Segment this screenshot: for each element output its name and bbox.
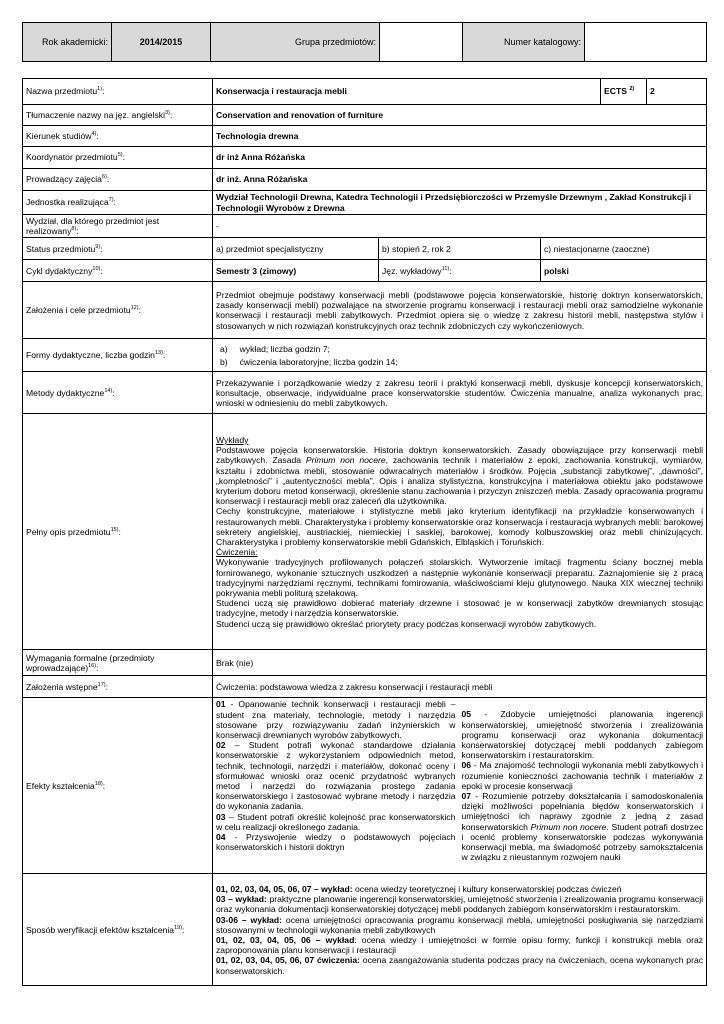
outcome-02: 02 – Student potrafi wykonać standardowe działania konserwatorskie z wykorzystaniem odpowiednich metod, technik, technologii, narzędzi i materiałów, dokonać oceny i sformułować wnioski oraz ocenić przydatność wybranych metod i narzędzi do rozwiązania prostego zadania konserwatorskiego i zastosować wybrane metody i narzędzia do wykonania zadania.	[216, 740, 456, 812]
outcome-03: 03 – Student potrafi określić kolejność prac konserwatorskich w celu realizacji określonego zadania.	[216, 811, 456, 832]
cycle-value: Semestr 3 (zimowy)	[213, 260, 379, 282]
ects-label: ECTS $^{2)}$	[601, 79, 647, 105]
faculty-value: -	[213, 215, 707, 238]
course-name-label: Nazwa przedmiotu$^{1)}$:	[23, 79, 213, 105]
language-value: polski	[541, 260, 707, 282]
catalog-number-label: Numer katalogowy:	[463, 23, 585, 62]
exercises-paragraph-2: Studenci uczą się prawidłowo dobierać materiały drzewne i stosować je w konserwacji zabytków drewnianych stosując tradycyjne, metody i narzędzia konserwatorskie.	[216, 598, 704, 619]
full-description-text	[213, 414, 707, 650]
outcome-04: 04 - Przyswojenie wiedzy o podstawowych pojęciach konserwatorskich i historii doktryn	[216, 832, 456, 853]
lectures-paragraph-1: Podstawowe pojęcia konserwatorskie. Historia doktryn konserwatorskich. Zasady obowiązujące przy konserwacji mebli zabytkowych. Zasada Primum non nocere, zachowania technik i materiałów z epoki, zachowania konstrukcji, wymiarów, kształtu i zdobnictwa mebli, stosowanie odwracalnych materiałów i środków. Pojęcia „substancji zabytkowej”, „dawności”, „kompletności” i „autentyczności mebla”. Opis i analiza stylistyczna, konstrukcyjna i materiałowa obiektu jako podstawowe kryterium doboru metod konserwacji, określenie stanu zachowania i przyczyn zniszczeń mebla. Zasady opracowania programu konserwacji i restauracji mebli oraz zaleceń dla użytkownika.	[216, 445, 704, 507]
verification-item-3: 03-06 – wykład: ocena umiejętności opracowania programu konserwacji mebla, umiejętności posługiwania się narzędziami stosowanymi w technologii wykonania mebli zabytkowych	[216, 914, 704, 935]
methods-label: Metody dydaktyczne$^{14)}$:	[23, 372, 213, 414]
lectures-heading: Wykłady	[216, 434, 249, 445]
methods-text: Przekazywanie i porządkowanie wiedzy z zakresu teorii i praktyki konserwacji mebli, dyskusje koncepcji konserwatorskich, konsultacje, obserwacje, indywidualne prace konserwatorskie studentów. Ćwiczenia manualne, analiza wykonanych prac, wnioski w odniesieniu do mebli zabytkowych.	[213, 372, 707, 414]
exercises-heading: Ćwiczenia:	[216, 547, 258, 558]
outcome-05: 05 - Zdobycie umiejętności planowania ingerencji konserwatorskiej, umiejętność stworzenia i zrealizowania programu konserwacji oraz wykonania dokumentacji konserwatorskiej dotyczącej mebli poddanych zabiegom konserwatorskim i restauratorskim.	[461, 709, 704, 761]
unit-label: Jednostka realizująca$^{7)}$:	[23, 191, 213, 215]
outcome-07: 07 - Rozumienie potrzeby dokształcania i samodoskonalenia dzięki możliwości popełniania błędów konserwatorskich i umiejętności ich naprawy zgodnie z jedną z zasad konserwatorskich Primum non nocere. Student potrafi dostrzec i ocenić problemy konserwatorskie podczas wykonywania konserwacji mebla, ma świadomość potrzeby samokształcenia w związku z nieustannym rozwojem nauki	[461, 791, 704, 863]
requirements-label: Wymagania formalne (przedmioty wprowadzające)$^{16)}$:	[23, 650, 213, 676]
course-name-value: Konserwacja i restauracja mebli	[213, 79, 601, 105]
verification-item-5: 01, 02, 03, 04, 05, 06, 07 ćwiczenia: ocena zaangażowania studenta podczas pracy na ćwiczeniach, ocena wykonanych prac konserwatorskich.	[216, 955, 704, 976]
course-group-value	[380, 23, 463, 62]
ects-value: 2	[647, 79, 707, 105]
exercises-paragraph-1: Wykonywanie tradycyjnych profilowanych połączeń stolarskich. Wytworzenie imitacji fragmentu ściany bocznej mebla fornirowanego, wykonanie sztucznych uszkodzeń a następnie wykonanie konserwacji preparatu. Zaznajomienie się z pracą tradycyjnymi narzędziami ręcznymi, technikami fornirowania, właściwościami kleju glutynowego. Nauka XIX wiecznej techniki pokrywania mebli politurą szelakową.	[216, 557, 704, 599]
academic-year-value: 2014/2015	[112, 23, 211, 62]
forms-list	[213, 339, 707, 372]
requirements-value: Brak (nie)	[213, 650, 707, 676]
forms-label: Formy dydaktyczne, liczba godzin$^{13)}$:	[23, 339, 213, 372]
field-of-study-value: Technologia drewna	[213, 126, 707, 147]
instructor-value: dr inż. Anna Różańska	[213, 169, 707, 191]
aims-text: Przedmiot obejmuje podstawy konserwacji mebli (podstawowe pojęcia konserwatorskie, historię doktryn konserwatorskich, zasady konserwacji mebli) pozwalające na stworzenie programu konserwacji i restauracji mebli oraz samodzielne wykonanie konserwacji i restauracji mebli zabytkowych. Przedmiot opiera się o wiedzę z zakresu historii mebli, następstwa stylów i stosowanych w nich rozwiązań konstrukcyjnych oraz technik zdobniczych czy wykończeniowych.	[213, 282, 707, 339]
aims-label: Założenia i cele przedmiotu$^{12)}$:	[23, 282, 213, 339]
outcomes-label: Efekty kształcenia$^{18)}$:	[23, 698, 213, 874]
status-mode: c) niestacjonarne (zaoczne)	[541, 238, 707, 260]
course-group-label: Grupa przedmiotów:	[211, 23, 380, 62]
verification-label: Sposób weryfikacji efektów kształcenia$^{19)}$:	[23, 874, 213, 986]
prerequisites-label: Założenia wstępne$^{17)}$:	[23, 676, 213, 698]
verification-item-4: 01, 02, 03, 04, 05, 06 – wykład: ocena wiedzy i umiejętności w formie opisu formy, funkcji i konstrukcji mebla oraz zaproponowania planu konserwacji i restauracji	[216, 935, 704, 956]
syllabus-table	[22, 78, 707, 986]
status-type: a) przedmiot specjalistyczny	[213, 238, 379, 260]
faculty-label: Wydział, dla którego przedmiot jest realizowany$^{8)}$:	[23, 215, 213, 238]
exercises-paragraph-3: Studenci uczą się prawidłowo określać priorytety pracy podczas konserwacji wyrobów zabytkowych.	[216, 618, 597, 629]
header-table	[22, 22, 707, 62]
field-of-study-label: Kierunek studiów$^{4)}$:	[23, 126, 213, 147]
lectures-paragraph-2: Cechy konstrukcyjne, materiałowe i stylistyczne mebli jako kryterium identyfikacji na przykładzie konserwowanych i restaurowanych mebli. Charakterystyka i problemy konserwatorskie oraz konserwacja i restauracja wybranych mebli: barokowej sekretery angielskiej, austriackiej, niemieckiej i saskiej, barokowej, komody kolbuszowskiej oraz mebli chinizujących. Charakterystyka i problemy konserwatorskie mebli Gdańskich, Elbląskich i Toruńskich.	[216, 506, 704, 547]
unit-value: Wydział Technologii Drewna, Katedra Technologii i Przedsiębiorczości w Przemyśle Drzewnym , Zakład Konstrukcji i Technologii Wyrobów z Drewna	[213, 191, 707, 215]
cycle-label: Cykl dydaktyczny$^{10)}$:	[23, 260, 213, 282]
outcome-06: 06 - Ma znajomość technologii wykonania mebli zabytkowych i rozumienie konieczności zachowania technik i materiałów z epoki w procesie konserwacji	[461, 760, 704, 791]
english-name-label: Tłumaczenie nazwy na jęz. angielski$^{3)}$:	[23, 105, 213, 126]
outcome-01: 01 - Opanowanie technik konserwacji i restauracji mebli – student zna materiały, technologie, metody i narzędzia stosowane przy rozwiązywaniu zadań inżynierskich w konserwacji drewnianych wyrobów zabytkowych.	[216, 699, 456, 741]
status-level: b) stopień 2, rok 2	[379, 238, 541, 260]
language-label: Jęz. wykładowy$^{11)}$:	[379, 260, 541, 282]
status-label: Status przedmiotu$^{9)}$:	[23, 238, 213, 260]
prerequisites-value: Ćwiczenia: podstawowa wiedza z zakresu konserwacji i restauracji mebli	[213, 676, 707, 698]
full-description-label: Pełny opis przedmiotu$^{15)}$:	[23, 414, 213, 650]
coordinator-value: dr inż Anna Różańska	[213, 147, 707, 169]
verification-item-1: 01, 02, 03, 04, 05, 06, 07 – wykład: ocena wiedzy teoretycznej i kultury konserwatorskiej podczas ćwiczeń	[216, 883, 622, 894]
english-name-value: Conservation and renovation of furniture	[213, 105, 707, 126]
verification-text	[213, 874, 707, 986]
catalog-number-value	[585, 23, 707, 62]
form-item-lecture: a) wykład; liczba godzin 7;	[220, 343, 330, 354]
academic-year-label: Rok akademicki:	[23, 23, 112, 62]
verification-item-2: 03 – wykład: praktyczne planowanie ingerencji konserwatorskiej, umiejętność stworzenia i zrealizowania programu konserwacji oraz wykonania dokumentacji konserwatorskiej dotyczącej mebli poddanych zabiegom konserwatorskim i restauratorskim.	[216, 894, 704, 915]
outcomes-text	[213, 698, 707, 874]
coordinator-label: Koordynator przedmiotu$^{5)}$:	[23, 147, 213, 169]
instructor-label: Prowadzący zajęcia$^{6)}$:	[23, 169, 213, 191]
form-item-lab: b) ćwiczenia laboratoryjne; liczba godzin 14;	[220, 356, 398, 367]
